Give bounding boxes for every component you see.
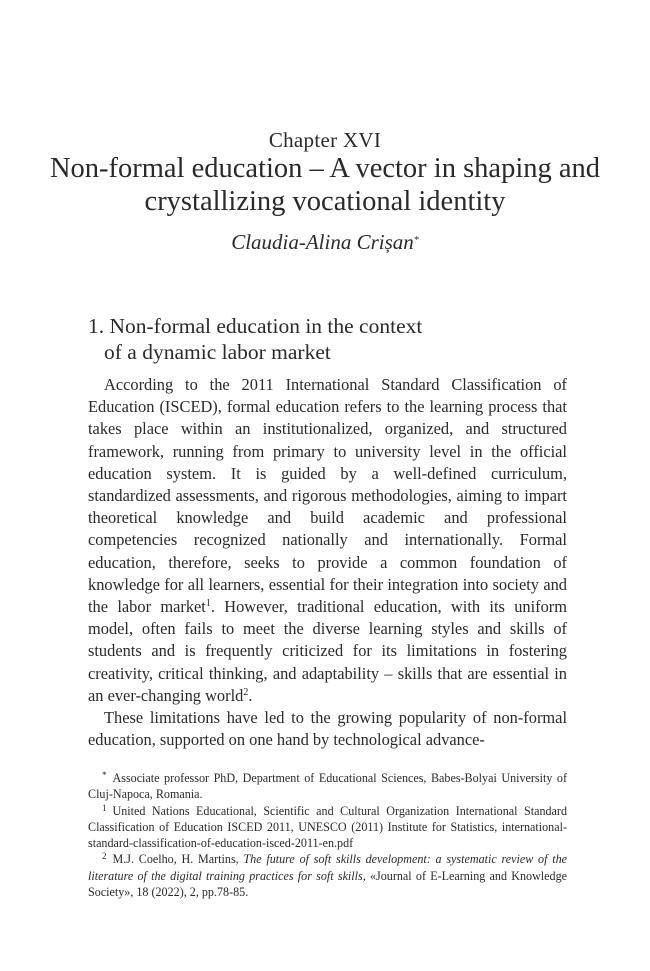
paragraph-1 bbox=[88, 374, 567, 707]
section-heading-line1: 1. Non-formal education in the context bbox=[88, 314, 423, 338]
footnote-2-rest: , «Journal of E-Learning and Knowledge Society», 18 (2022), 2, pp.78-85. bbox=[88, 868, 567, 900]
footnotes bbox=[88, 770, 567, 900]
footnote-2 bbox=[88, 851, 567, 900]
chapter-title: Non-formal education – A vector in shaping and crystallizing vocational identity bbox=[49, 153, 601, 217]
footnote-1 bbox=[88, 803, 567, 852]
footnote-ref-2: 2 bbox=[243, 686, 249, 698]
footnote-2-mark: 2 bbox=[102, 851, 107, 862]
footnote-star-text: Associate professor PhD, Department of Educational Sciences, Babes-Bolyai University of Cluj-Napoca, Romania. bbox=[88, 771, 567, 802]
paragraph-2: These limitations have led to the growing popularity of non-formal education, supported on one hand by technological advance- bbox=[88, 708, 567, 750]
footnote-ref-1: 1 bbox=[205, 598, 211, 610]
footnote-2-title: The future of soft skills development: a systematic review of the literature of the digital training practices for soft skills bbox=[88, 852, 567, 883]
section-heading-line2: of a dynamic labor market bbox=[104, 340, 331, 364]
footnote-2-authors: M.J. Coelho, H. Martins, bbox=[112, 852, 244, 867]
paragraph-1-part-a: According to the 2011 International Standard Classification of Education (ISCED), formal education refers to the learning process that takes place within an institutionalized, organized, and structured framework, running from primary to university level in the official education system. It is guided by a well-defined curriculum, standardized assessments, and rigorous methodologies, aiming to impart theoretical knowledge and build academic and professional competencies recognized nationally and internationally. Formal education, therefore, seeks to provide a common foundation of knowledge for all learners, essential for their integration into society and the labor market bbox=[88, 375, 567, 617]
author-name: Claudia-Alina Crișan bbox=[231, 230, 414, 254]
chapter-label: Chapter XVI bbox=[268, 128, 382, 152]
author-footnote-mark: * bbox=[413, 235, 419, 246]
author-line bbox=[0, 230, 650, 255]
footnote-star-mark: * bbox=[102, 770, 107, 780]
paragraph-1-part-b: . However, traditional education, with its uniform model, often fails to meet the diverse learning styles and skills of students and is frequently criticized for its limitations in fostering creativity, critical thinking, and adaptability – skills that are essential in an ever-changing world bbox=[88, 597, 567, 705]
paragraph-1-part-c: . bbox=[248, 685, 253, 705]
section-heading bbox=[88, 313, 568, 365]
footnote-1-mark: 1 bbox=[102, 802, 107, 813]
footnote-star bbox=[88, 770, 567, 803]
body-text bbox=[88, 374, 567, 751]
footnote-1-text: United Nations Educational, Scientific and Cultural Organization International Standard Classification of Education ISCED 2011, UNESCO (2011) Institute for Statistics, international-standard-classification-of-education-isced-2011-en.pdf bbox=[88, 803, 567, 851]
